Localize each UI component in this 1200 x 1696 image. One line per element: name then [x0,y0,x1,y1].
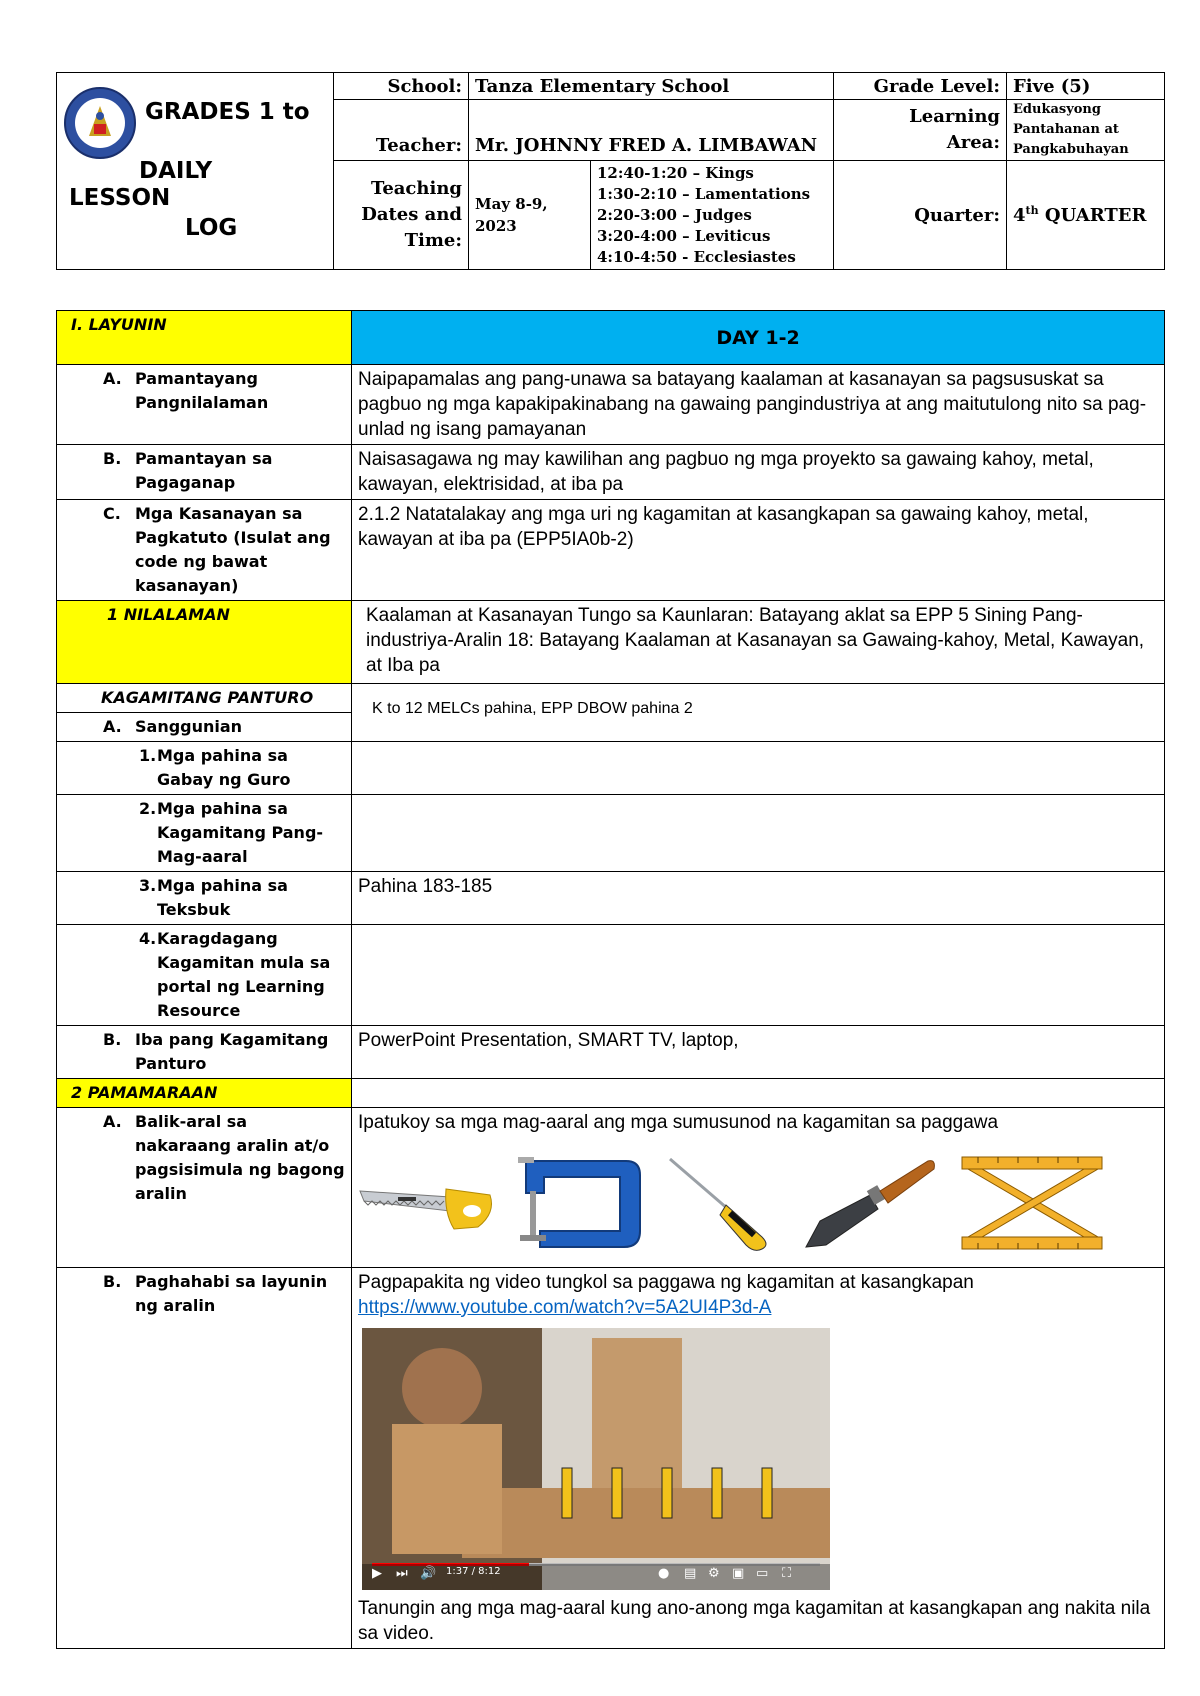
area-value-3: Pangkabuhayan [1013,142,1129,157]
area-label-1: Learning [909,106,1000,127]
area-label-2: Area: [946,132,1000,153]
dates-label [334,161,469,270]
gabay-guro-value [352,742,1165,795]
quarter-word: QUARTER [1044,205,1147,226]
video-time: 1:37 / 8:12 [446,1566,501,1577]
dates-label-2: Dates and [361,204,462,225]
item-label: Iba pang Kagamitang Panturo [135,1030,329,1073]
item-label: Mga pahina sa Gabay ng Guro [157,746,291,789]
item-label: Paghahabi sa layunin ng aralin [135,1272,328,1315]
item-key: A. [103,369,122,388]
time-slot: 12:40-1:20 – Kings [597,163,754,182]
area-label [834,100,1007,161]
header-table [56,72,1165,270]
miniplayer-icon[interactable]: ▣ [732,1566,745,1581]
item-key: A. [103,1112,122,1131]
deped-seal-icon [63,86,137,160]
captions-icon[interactable]: ▤ [684,1566,697,1581]
item-key: B. [103,1272,122,1291]
area-value-2: Pantahanan at [1013,122,1119,137]
next-icon[interactable]: ⏭ [396,1566,408,1581]
kasanayan-label [57,500,352,601]
c-clamp-icon [516,1151,648,1255]
area-value [1007,100,1165,161]
item-label: Mga pahina sa Kagamitang Pang-Mag-aaral [157,799,324,866]
item-label: Mga Kasanayan sa Pagkatuto (Isulat ang code ng bawat kasanayan) [135,504,331,595]
quarter-label: Quarter: [834,161,1007,270]
item-key: A. [103,717,122,736]
balik-aral-label [57,1108,352,1268]
time-slot: 1:30-2:10 – Lamentations [597,184,811,203]
schedule-times [591,161,834,270]
pamamaraan-heading: 2 PAMAMARAAN [57,1079,352,1108]
pamantayang-pangnilalaman-value: Naipapamalas ang pang-unawa sa batayang kaalaman at kasanayan sa pagsususkat sa pagbuo ng mga kapakipakinabang na gawaing pangindustriya at ang maitutulong nito sa pag-unlad ng isang pamayanan [352,365,1165,445]
item-key: B. [103,449,122,468]
karagdagang-kagamitan-label [57,925,352,1026]
kasanayan-value: 2.1.2 Natatalakay ang mga uri ng kagamitan at kasangkapan sa gawaing kahoy, metal, kawayan at iba pa (EPP5IA0b-2) [352,500,1165,601]
title-line-3: LESSON [69,185,171,211]
quarter-number: 4 [1013,205,1026,226]
teacher-value: Mr. JOHNNY FRED A. LIMBAWAN [469,100,834,161]
item-label: Pamantayan sa Pagaganap [135,449,273,492]
folding-ruler-icon [958,1151,1108,1255]
item-label: Balik-aral sa nakaraang aralin at/o pagsisimula ng bagong aralin [135,1112,345,1203]
title-line-2: DAILY [139,158,213,184]
paghahabi-value [352,1268,1165,1649]
item-key: 2. [139,799,157,818]
karagdagang-kagamitan-value [352,925,1165,1026]
autoplay-icon[interactable]: ● [658,1566,670,1581]
teksbuk-value: Pahina 183-185 [352,872,1165,925]
grade-label: Grade Level: [834,73,1007,100]
day-heading: DAY 1-2 [352,311,1165,365]
area-value-1: Edukasyong [1013,102,1101,117]
kagamitan-heading: KAGAMITANG PANTURO [57,684,352,713]
theater-icon[interactable]: ▭ [756,1566,769,1581]
saw-icon [358,1173,498,1233]
pamantayang-pangnilalaman-label [57,365,352,445]
time-slot: 4:10-4:50 - Ecclesiastes [597,247,796,266]
gabay-guro-label [57,742,352,795]
video-link[interactable]: https://www.youtube.com/watch?v=5A2UI4P3d-A [358,1297,772,1318]
dates-value-2: 2023 [475,217,517,235]
pamantayan-pagaganap-value: Naisasagawa ng may kawilihan ang pagbuo ng mga proyekto sa gawaing kahoy, metal, kawayan, elektrisidad, at iba pa [352,445,1165,500]
iba-pang-kagamitan-label [57,1026,352,1079]
kagamitan-value: K to 12 MELCs pahina, EPP DBOW pahina 2 [352,684,1165,742]
play-icon[interactable]: ▶ [372,1566,382,1581]
school-value: Tanza Elementary School [469,73,834,100]
balik-aral-value [352,1108,1165,1268]
pamamaraan-spacer [352,1079,1165,1108]
dates-label-1: Teaching [370,178,462,199]
pamantayan-pagaganap-label [57,445,352,500]
quarter-suffix: th [1025,204,1039,217]
item-key: B. [103,1030,122,1049]
balik-aral-text: Ipatukoy sa mga mag-aaral ang mga sumusunod na kagamitan sa paggawa [358,1112,999,1133]
video-player[interactable] [362,1328,830,1590]
paghahabi-text: Pagpapakita ng video tungkol sa paggawa ng kagamitan at kasangkapan [358,1272,974,1293]
grade-value: Five (5) [1007,73,1165,100]
fullscreen-icon[interactable]: ⛶ [782,1566,792,1581]
item-key: 4. [139,929,157,948]
teacher-label: Teacher: [334,100,469,161]
title-cell [57,73,334,270]
item-key: 1. [139,746,157,765]
dates-label-3: Time: [404,230,462,251]
tools-row [358,1151,1158,1255]
layunin-heading: I. LAYUNIN [57,311,352,365]
kagamitang-mag-aaral-value [352,795,1165,872]
kagamitang-mag-aaral-label [57,795,352,872]
item-label: Mga pahina sa Teksbuk [157,876,288,919]
dates-value-1: May 8-9, [475,195,548,213]
time-slot: 3:20-4:00 – Leviticus [597,226,771,245]
iba-pang-kagamitan-value: PowerPoint Presentation, SMART TV, laptop, [352,1026,1165,1079]
title-line-4: LOG [185,215,238,241]
item-label: Karagdagang Kagamitan mula sa portal ng Learning Resource [157,929,331,1020]
teksbuk-label [57,872,352,925]
nilalaman-value: Kaalaman at Kasanayan Tungo sa Kaunlaran: Batayang aklat sa EPP 5 Sining Pang-industriya-Aralin 18: Batayang Kaalaman at Kasanayan sa Gawaing-kahoy, Metal, Kawayan, at Iba pa [352,601,1165,684]
item-label: Pamantayang Pangnilalaman [135,369,269,412]
nilalaman-heading: 1 NILALAMAN [57,601,352,684]
chisel-icon [800,1151,940,1255]
screwdriver-icon [666,1153,782,1253]
volume-icon[interactable]: 🔊 [420,1566,437,1581]
item-key: 3. [139,876,157,895]
item-label: Sanggunian [135,717,243,736]
item-key: C. [103,504,121,523]
tanungin-text: Tanungin ang mga mag-aaral kung ano-anong mga kagamitan at kasangkapan ang nakita nila sa video. [358,1598,1151,1644]
settings-icon[interactable]: ⚙ [708,1566,720,1581]
quarter-value [1007,161,1165,270]
time-slot: 2:20-3:00 – Judges [597,205,752,224]
video-frame-image [362,1328,830,1590]
paghahabi-label [57,1268,352,1649]
lesson-table [56,310,1165,1649]
school-label: School: [334,73,469,100]
title-line-1: GRADES 1 to [145,99,310,125]
sanggunian-label [57,713,352,742]
dates-value [469,161,591,270]
